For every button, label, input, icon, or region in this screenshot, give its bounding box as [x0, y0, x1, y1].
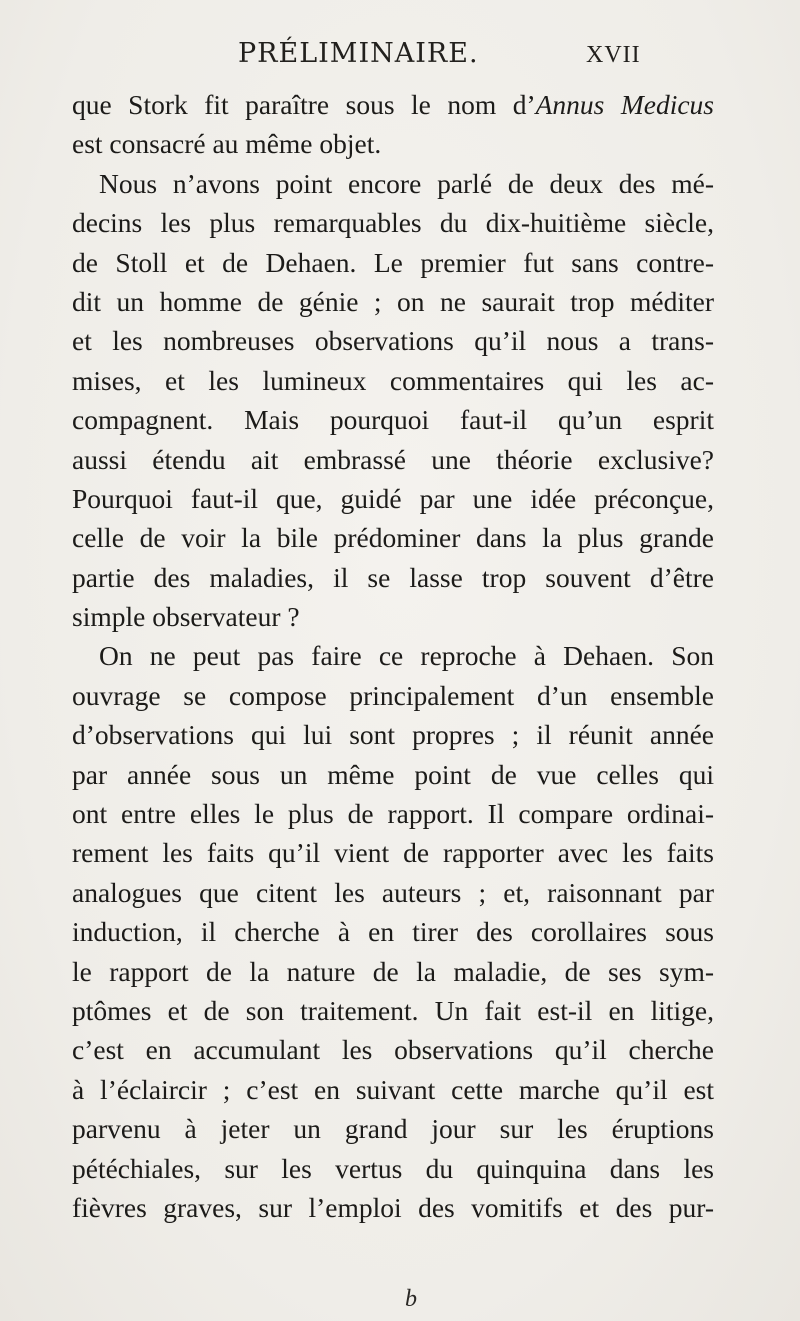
text-line: c’est en accumulant les observations qu’il cherche — [72, 1034, 714, 1066]
text-line: dit un homme de génie ; on ne saurait trop méditer — [72, 285, 714, 317]
text-line: et les nombreuses observations qu’il nous a trans- — [72, 325, 714, 357]
text-line: que Stork fit paraître sous le nom d’Annus Medicus — [72, 89, 714, 120]
body-text — [72, 85, 714, 1227]
text-line: analogues que citent les auteurs ; et, raisonnant par — [72, 876, 714, 908]
signature-mark: b — [405, 1286, 417, 1312]
page-header — [0, 38, 800, 78]
text-line: fièvres graves, sur l’emploi des vomitifs et des pur- — [72, 1191, 714, 1223]
text-line: pétéchiales, sur les vertus du quinquina dans les — [72, 1152, 714, 1184]
text-line: le rapport de la nature de la maladie, de ses sym- — [72, 955, 714, 987]
text-line: est consacré au même objet. — [72, 128, 382, 160]
text-line: de Stoll et de Dehaen. Le premier fut sans contre- — [72, 246, 714, 278]
text-line: induction, il cherche à en tirer des corollaires sous — [72, 916, 714, 948]
text-line: d’observations qui lui sont propres ; il réunit année — [72, 719, 714, 751]
text-line: On ne peut pas faire ce reproche à Dehaen. Son — [99, 640, 714, 672]
text-line: partie des maladies, il se lasse trop souvent d’être — [72, 561, 714, 593]
text-line: aussi étendu ait embrassé une théorie exclusive? — [72, 443, 714, 475]
running-head: PRÉLIMINAIRE. — [238, 38, 479, 69]
text-line: ouvrage se compose principalement d’un ensemble — [72, 679, 714, 711]
text-line: parvenu à jeter un grand jour sur les éruptions — [72, 1113, 714, 1145]
text-line: ont entre elles le plus de rapport. Il compare ordinai- — [72, 798, 714, 830]
page-number: XVII — [586, 42, 641, 68]
text-line: Nous n’avons point encore parlé de deux des mé- — [99, 167, 714, 199]
text-line: rement les faits qu’il vient de rapporter avec les faits — [72, 837, 714, 869]
text-line: celle de voir la bile prédominer dans la plus grande — [72, 522, 714, 554]
text-line: Pourquoi faut-il que, guidé par une idée préconçue, — [72, 482, 714, 514]
text-line: compagnent. Mais pourquoi faut-il qu’un esprit — [72, 404, 714, 436]
text-line: simple observateur ? — [72, 601, 300, 633]
text-line: par année sous un même point de vue celles qui — [72, 758, 714, 790]
italic-title: Annus Medicus — [535, 89, 714, 120]
text-line: à l’éclaircir ; c’est en suivant cette marche qu’il est — [72, 1073, 714, 1105]
text-line: ptômes et de son traitement. Un fait est-il en litige, — [72, 994, 714, 1026]
text-line: decins les plus remarquables du dix-huitième siècle, — [72, 207, 714, 239]
text-line: mises, et les lumineux commentaires qui les ac- — [72, 364, 714, 396]
